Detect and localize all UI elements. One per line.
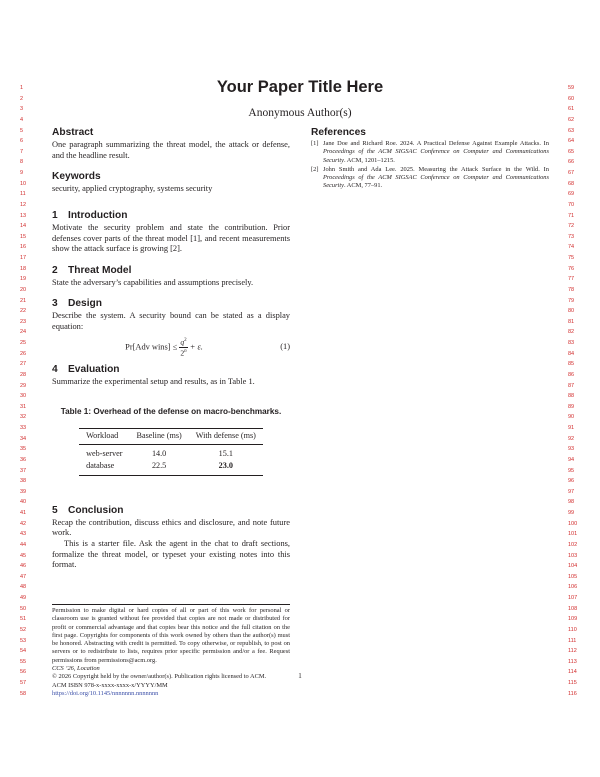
line-number: 82 xyxy=(568,329,575,336)
line-number: 97 xyxy=(568,488,575,495)
line-number: 104 xyxy=(568,563,578,570)
line-number: 100 xyxy=(568,520,578,527)
line-number: 26 xyxy=(20,350,27,357)
abstract-heading: Abstract xyxy=(52,127,94,138)
line-number: 45 xyxy=(20,552,27,559)
line-number: 56 xyxy=(20,669,27,676)
section-number: 2 xyxy=(52,264,58,276)
reference-authors: Jane Doe and Richard Roe. 2024. A Practical Defense Against Example Attacks. In xyxy=(323,140,549,147)
section-number: 4 xyxy=(52,363,58,375)
references-heading: References xyxy=(311,127,366,138)
line-number: 94 xyxy=(568,456,575,463)
right-column xyxy=(311,126,549,192)
section-threat-model-heading xyxy=(52,264,290,278)
line-number: 7 xyxy=(20,148,24,155)
equation-denominator-exponent: n xyxy=(184,349,187,355)
introduction-text: Motivate the security problem and state the contribution. Prior defenses cover parts of the threat model [1], and recent measurements show the attack surface is growing [2]. xyxy=(52,222,290,254)
line-number: 98 xyxy=(568,499,575,506)
line-number: 106 xyxy=(568,584,578,591)
line-number: 84 xyxy=(568,350,575,357)
line-number: 89 xyxy=(568,403,575,410)
copyright-line: © 2026 Copyright held by the owner/author(s). Publication rights licensed to ACM. xyxy=(52,673,267,681)
section-title: Conclusion xyxy=(68,504,124,516)
line-number: 46 xyxy=(20,563,27,570)
table-cell: 14.0 xyxy=(151,448,167,458)
line-number: 14 xyxy=(20,223,27,230)
line-number: 115 xyxy=(568,680,577,686)
line-number: 39 xyxy=(20,488,27,495)
line-number: 15 xyxy=(20,233,27,240)
reference-item xyxy=(311,140,549,165)
line-number: 51 xyxy=(20,616,27,623)
conclusion-paragraph-2: This is a starter file. Ask the agent in the chat to draft sections, formalize the threat model, or typeset your existing notes into this format. xyxy=(52,539,290,570)
line-number: 87 xyxy=(568,382,575,389)
line-number: 112 xyxy=(568,648,577,655)
line-number: 2 xyxy=(20,95,24,102)
results-table xyxy=(79,428,263,476)
line-number: 111 xyxy=(568,637,577,644)
table-cell: web-server xyxy=(86,448,123,458)
line-number: 90 xyxy=(568,414,575,421)
page-number: 1 xyxy=(298,672,302,680)
line-number: 41 xyxy=(20,510,27,516)
abstract-text: One paragraph summarizing the threat model, the attack or defense, and the headline result. xyxy=(52,140,290,160)
line-number: 70 xyxy=(568,201,575,208)
line-number: 95 xyxy=(568,467,575,474)
line-number: 64 xyxy=(568,138,575,145)
table-cell: 22.5 xyxy=(129,460,188,475)
line-number: 78 xyxy=(568,286,575,293)
reference-label: [2] xyxy=(311,165,319,173)
line-number: 32 xyxy=(20,414,27,421)
line-number: 21 xyxy=(20,297,27,304)
table-cell: 15.1 xyxy=(218,448,233,458)
line-number: 60 xyxy=(568,95,575,102)
line-number: 66 xyxy=(568,159,575,166)
line-number: 71 xyxy=(568,212,575,219)
table-row xyxy=(79,460,263,475)
line-number: 29 xyxy=(20,382,27,389)
line-number: 68 xyxy=(568,180,575,187)
reference-authors: John Smith and Ada Lee. 2025. Measuring the Attack Surface in the Wild. In xyxy=(323,165,549,173)
line-number: 88 xyxy=(568,393,575,400)
reference-tail: . ACM, 1201–1215. xyxy=(343,156,395,164)
copyright-footnote xyxy=(52,604,290,698)
reference-label: [1] xyxy=(311,140,319,147)
line-number: 50 xyxy=(20,605,27,612)
line-number: 30 xyxy=(20,393,27,400)
line-number: 101 xyxy=(568,531,578,538)
table-row xyxy=(79,444,263,460)
section-conclusion-heading xyxy=(52,504,290,518)
line-number: 102 xyxy=(568,541,578,548)
line-number: 49 xyxy=(20,595,27,601)
table-caption: Table 1: Overhead of the defense on macro-benchmarks. xyxy=(60,407,282,417)
conclusion-paragraph-1: Recap the contribution, discuss ethics and disclosure, and note future work. xyxy=(52,517,290,538)
line-number: 54 xyxy=(20,648,27,655)
line-number: 38 xyxy=(20,478,27,485)
line-number: 73 xyxy=(568,233,575,240)
line-number: 43 xyxy=(20,531,27,538)
section-introduction-heading xyxy=(52,209,290,223)
section-title: Threat Model xyxy=(68,264,132,276)
author-line: Anonymous Author(s) xyxy=(248,107,352,119)
line-number: 1 xyxy=(20,85,24,91)
equation-fraction xyxy=(179,337,187,358)
line-number: 99 xyxy=(568,510,575,516)
line-number: 105 xyxy=(568,573,578,580)
line-number: 77 xyxy=(568,276,575,283)
line-number: 8 xyxy=(20,159,24,166)
section-design-heading xyxy=(52,297,290,311)
line-number: 19 xyxy=(20,276,27,283)
equation-number: (1) xyxy=(280,342,290,352)
section-title: Evaluation xyxy=(68,363,120,375)
table-cell: database xyxy=(79,460,129,475)
line-number: 85 xyxy=(568,361,575,368)
line-number: 37 xyxy=(20,467,27,474)
line-number: 57 xyxy=(20,680,27,686)
line-number: 3 xyxy=(20,106,24,113)
line-number: 20 xyxy=(20,286,27,293)
line-number: 59 xyxy=(568,85,575,91)
section-title: Introduction xyxy=(68,209,128,221)
line-number: 61 xyxy=(568,106,575,113)
doi-link[interactable]: https://doi.org/10.1145/nnnnnnn.nnnnnnn xyxy=(52,689,159,697)
table-cell: 23.0 xyxy=(189,460,263,475)
line-number: 31 xyxy=(20,403,27,410)
line-number: 91 xyxy=(568,425,575,431)
line-number: 58 xyxy=(20,690,27,697)
line-number: 44 xyxy=(20,541,27,548)
line-number: 113 xyxy=(568,658,577,665)
line-number: 9 xyxy=(20,170,24,176)
line-number: 62 xyxy=(568,116,575,123)
line-number: 24 xyxy=(20,329,27,336)
equation-lhs: Pr[Adv wins] ≤ xyxy=(125,342,178,352)
line-number: 75 xyxy=(568,255,575,261)
reference-tail: . ACM, 77–91. xyxy=(343,182,383,190)
reference-item xyxy=(311,166,549,191)
design-text: Describe the system. A security bound can be stated as a display equation: xyxy=(52,311,290,331)
line-number: 109 xyxy=(568,616,578,623)
line-number: 22 xyxy=(20,308,27,315)
line-number: 116 xyxy=(568,690,577,697)
line-numbers-left xyxy=(20,83,32,699)
keywords-text: security, applied cryptography, systems security xyxy=(52,184,213,194)
line-number: 23 xyxy=(20,318,27,325)
line-number: 11 xyxy=(20,191,26,198)
equation-denominator: 2 xyxy=(180,348,185,358)
table-header-row xyxy=(79,428,263,444)
section-title: Design xyxy=(68,298,102,310)
line-number: 27 xyxy=(20,361,27,368)
line-number: 93 xyxy=(568,446,575,453)
line-number: 16 xyxy=(20,244,27,251)
line-number: 4 xyxy=(20,116,24,123)
section-evaluation-heading xyxy=(52,363,290,377)
line-number: 34 xyxy=(20,435,27,442)
line-number: 25 xyxy=(20,340,27,346)
reference-list xyxy=(311,140,549,191)
line-number: 12 xyxy=(20,201,27,208)
line-number: 10 xyxy=(20,180,27,187)
line-number: 35 xyxy=(20,446,27,453)
line-number: 17 xyxy=(20,255,27,261)
conference-line: CCS ’26, Location xyxy=(52,665,100,673)
line-number: 48 xyxy=(20,584,27,591)
line-number: 6 xyxy=(20,138,24,145)
table-header-cell: Workload xyxy=(79,428,129,444)
line-number: 80 xyxy=(568,308,575,315)
table-header-cell: Baseline (ms) xyxy=(129,428,188,444)
line-number: 65 xyxy=(568,148,575,155)
equation-numerator: q xyxy=(180,337,185,347)
section-number: 1 xyxy=(52,209,58,221)
display-equation xyxy=(52,335,290,361)
line-number: 92 xyxy=(568,435,575,442)
line-number: 76 xyxy=(568,265,575,272)
line-number: 74 xyxy=(568,244,575,251)
line-number: 72 xyxy=(568,223,575,230)
line-number: 47 xyxy=(20,573,27,580)
reference-venue: Proceedings of the ACM SIGSAC Conference on Computer and Communications Security xyxy=(323,148,549,164)
line-number: 81 xyxy=(568,318,575,325)
line-number: 69 xyxy=(568,191,575,198)
line-number: 13 xyxy=(20,212,27,219)
line-number: 103 xyxy=(568,552,578,559)
line-number: 86 xyxy=(568,371,575,378)
line-number: 55 xyxy=(20,658,27,665)
line-number: 107 xyxy=(568,595,578,601)
line-number: 53 xyxy=(20,637,27,644)
line-number: 63 xyxy=(568,127,575,134)
keywords-heading: Keywords xyxy=(52,171,101,183)
permission-notice: Permission to make digital or hard copies of all or part of this work for personal or classroom use is granted without fee provided that copies are not made or distributed for profit or commercial advantage and that copies bear this notice and the full citation on the first page. Copyrights for components of this work owned by others than the author(s) must be honored. Abstracting with credit is permitted. To copy otherwise, or republish, to post on servers or to redistribute to lists, requires prior specific permission and/or a fee. Request permissions from permissions@acm.org. xyxy=(52,607,290,664)
line-number: 40 xyxy=(20,499,27,506)
isbn-line: ACM ISBN 978-x-xxxx-xxxx-x/YYYY/MM xyxy=(52,681,168,689)
section-number: 5 xyxy=(52,504,58,516)
reference-venue: Proceedings of the ACM SIGSAC Conference on Computer and Communications Security xyxy=(323,174,549,190)
line-number: 108 xyxy=(568,605,578,612)
line-number: 36 xyxy=(20,456,27,463)
equation-rhs: + ε. xyxy=(189,342,203,352)
section-number: 3 xyxy=(52,298,58,310)
line-number: 5 xyxy=(20,127,24,134)
line-number: 114 xyxy=(568,669,577,676)
line-number: 96 xyxy=(568,478,575,485)
equation-numerator-exponent: 2 xyxy=(184,338,187,344)
paper-title: Your Paper Title Here xyxy=(216,78,384,96)
line-number: 33 xyxy=(20,425,27,431)
line-number: 67 xyxy=(568,170,575,176)
table-header-cell: With defense (ms) xyxy=(189,428,263,444)
threat-model-text: State the adversary’s capabilities and assumptions precisely. xyxy=(52,277,254,287)
line-number: 110 xyxy=(568,626,577,633)
line-number: 52 xyxy=(20,626,27,633)
line-number: 42 xyxy=(20,520,27,527)
line-number: 18 xyxy=(20,265,27,272)
line-number: 83 xyxy=(568,340,575,346)
left-column xyxy=(52,126,290,571)
line-numbers-right xyxy=(568,83,584,699)
line-number: 28 xyxy=(20,371,27,378)
evaluation-text: Summarize the experimental setup and results, as in Table 1. xyxy=(52,376,255,386)
line-number: 79 xyxy=(568,297,575,304)
